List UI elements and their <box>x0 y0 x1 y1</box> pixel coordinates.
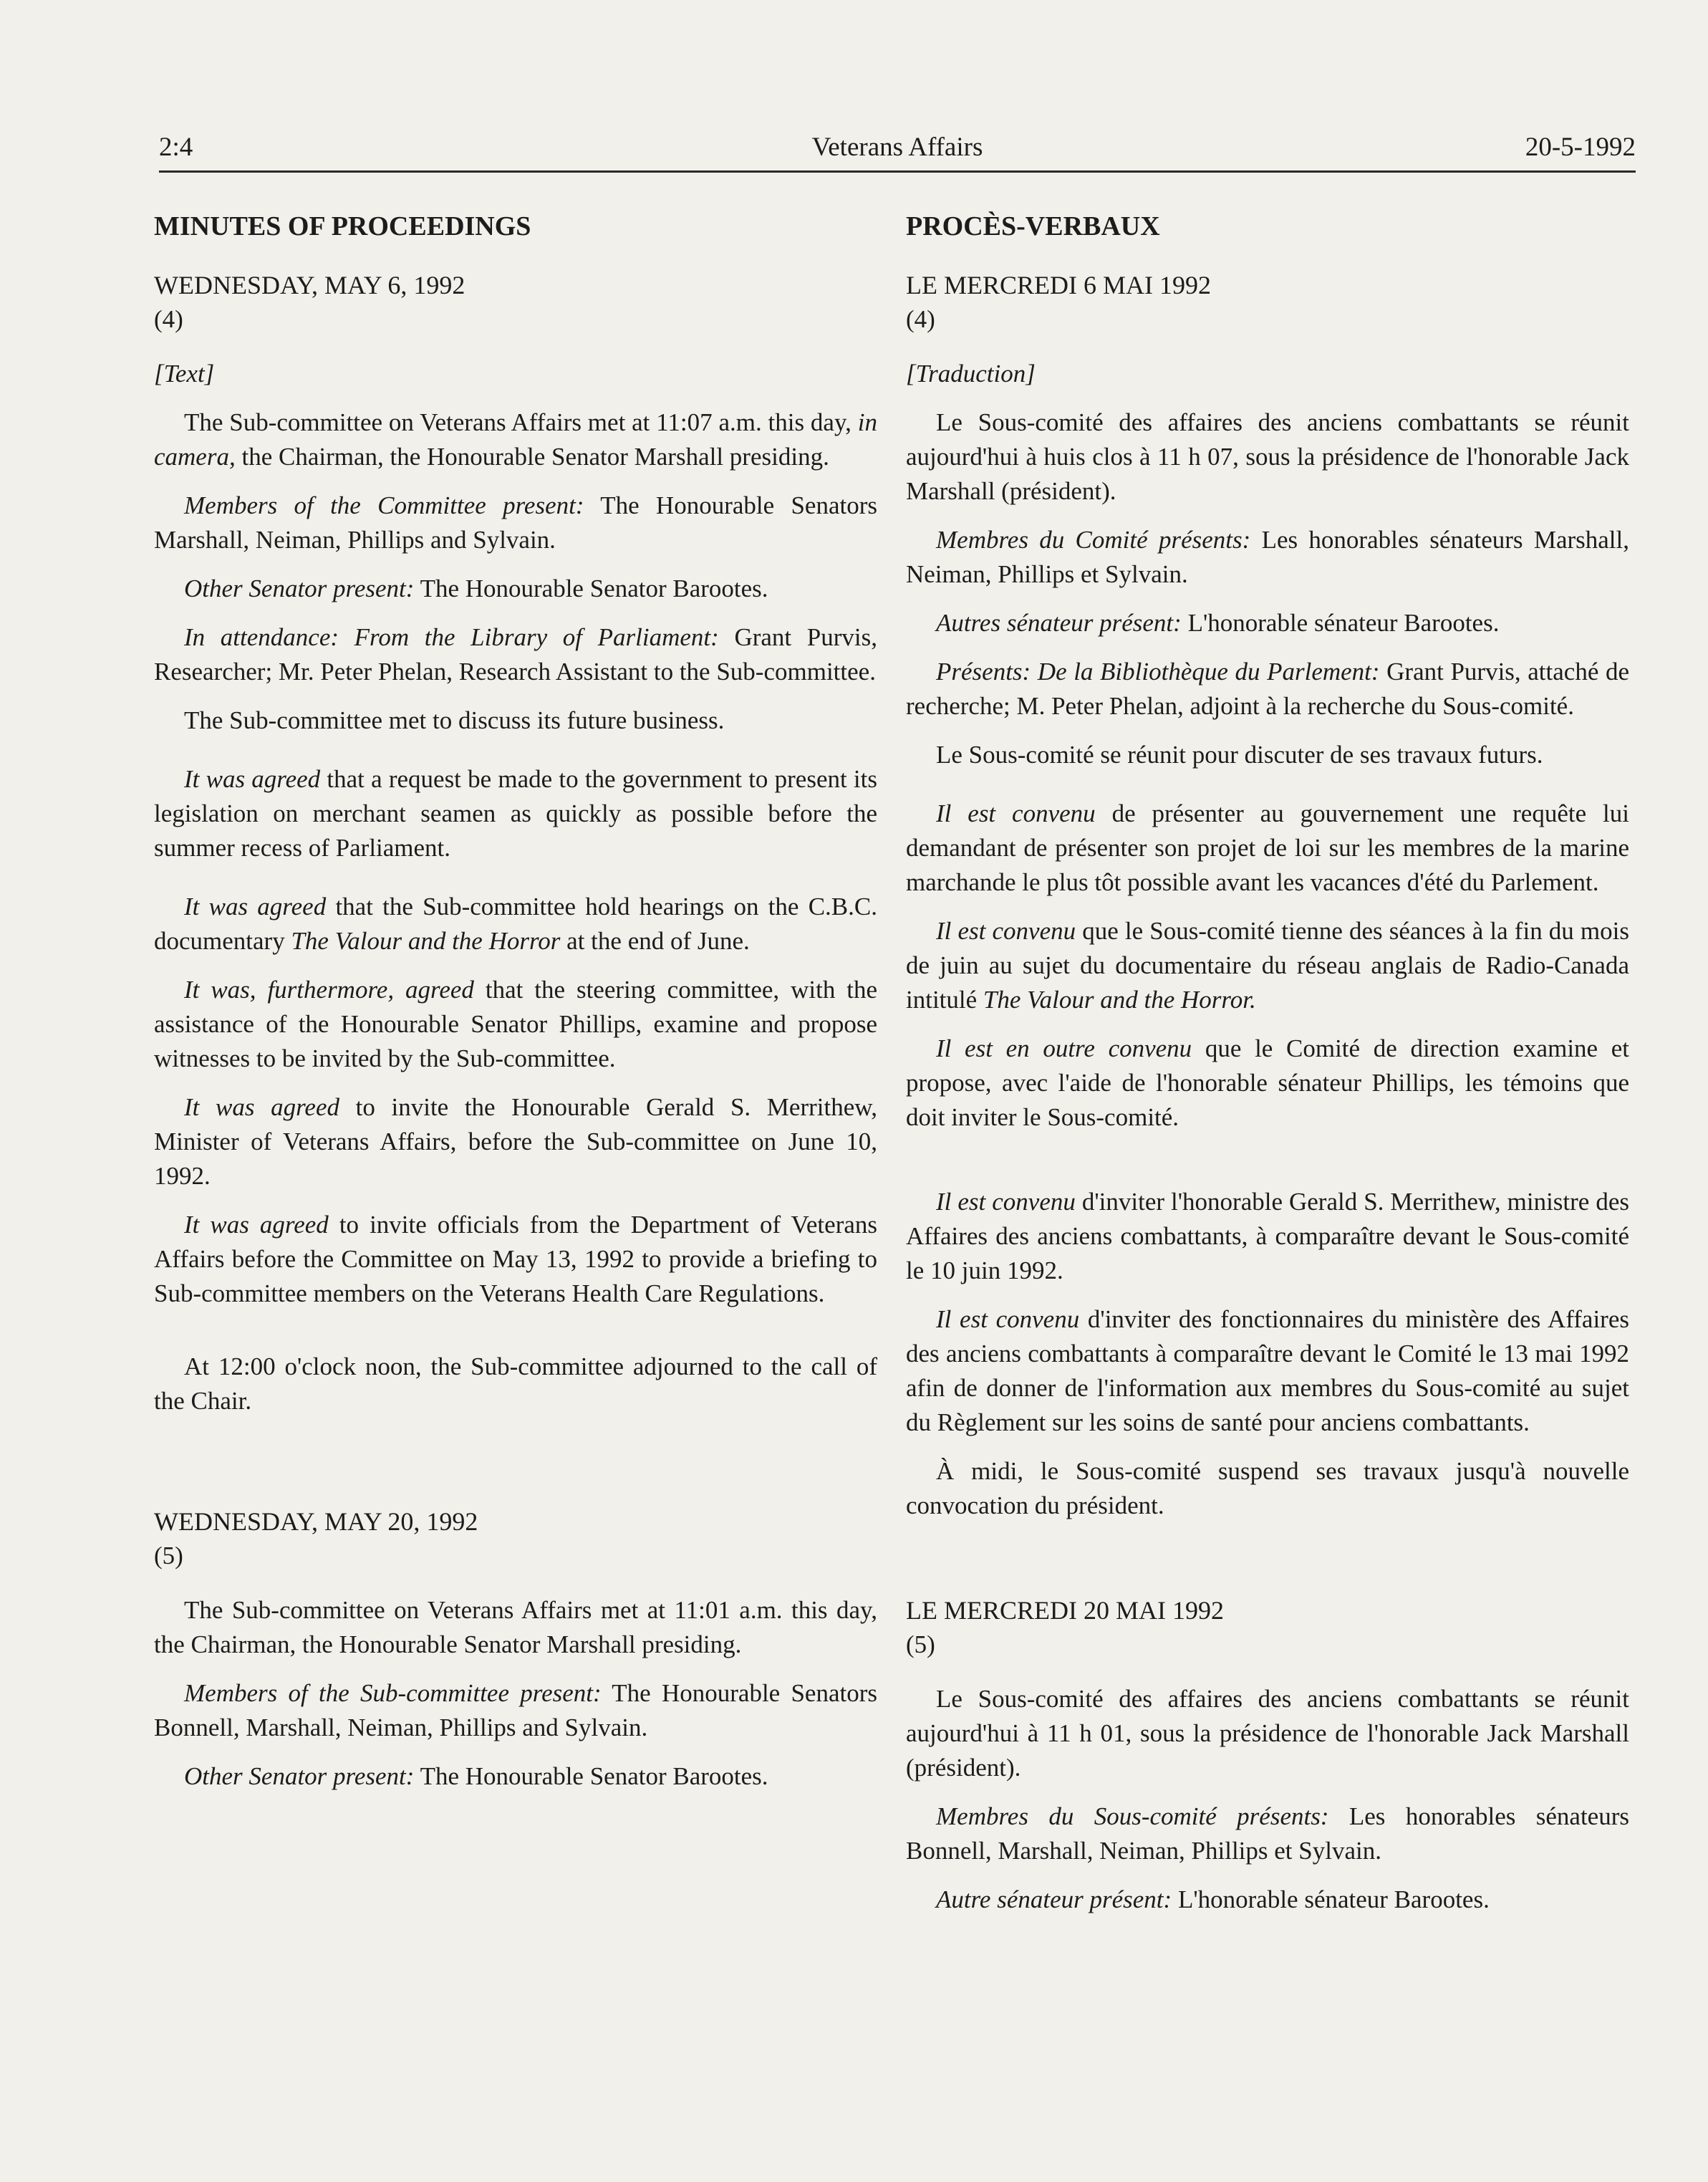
para-italic: It was agreed <box>184 765 321 793</box>
para-italic: Members of the Sub-committee present: <box>184 1679 602 1707</box>
para-italic: Members of the Committee present: <box>184 491 584 519</box>
para-text: that the steering committee, with the assistance of the Honourable Senator Phillips, examine and propose witnesses to be invited by the Sub-committee. <box>154 976 878 1072</box>
para-italic: Il est convenu <box>936 1305 1080 1333</box>
para-text: Grant Purvis, attaché de recherche; M. Peter Phelan, adjoint à la recherche du Sous-comité. <box>906 658 1629 720</box>
english-heading: MINUTES OF PROCEEDINGS <box>154 211 531 241</box>
para-italic: Autre sénateur présent: <box>936 1885 1172 1913</box>
para-text: de présenter au gouvernement une requête lui demandant de présenter son projet de loi sur les membres de la marine marchande le plus tôt possible avant les vacances d'été du Parlement. <box>906 799 1629 896</box>
french-para-agreed-3 <box>906 1032 1629 1135</box>
para-text: the Chairman, the Honourable Senator Marshall presiding. <box>241 443 829 471</box>
para-text: Les honorables sénateurs Marshall, Neiman, Phillips et Sylvain. <box>906 526 1630 588</box>
french-para-agreed-1 <box>906 797 1629 900</box>
english-para-agreed-1 <box>154 762 877 865</box>
para-text: que le Comité de direction examine et propose, avec l'aide de l'honorable sénateur Phillips, les témoins que doit inviter le Sous-comité. <box>906 1034 1630 1131</box>
para-text: The Honourable Senators Bonnell, Marshall, Neiman, Phillips and Sylvain. <box>154 1679 877 1741</box>
english-para-adjourned: At 12:00 o'clock noon, the Sub-committee adjourned to the call of the Chair. <box>154 1352 877 1415</box>
french-para-meeting: Le Sous-comité des affaires des anciens combattants se réunit aujourd'hui à huis clos à 11 h 07, sous la présidence de l'honorable Jack Marshall (président). <box>906 408 1629 505</box>
french-session2-date: LE MERCREDI 20 MAI 1992 <box>906 1596 1224 1625</box>
para-text: d'inviter des fonctionnaires du ministère des Affaires des anciens combattants à comparaître devant le Comité le 13 mai 1992 afin de donner de l'information aux membres du Sous-comité au sujet du Règlement sur les soins de santé pour anciens combattants. <box>906 1305 1629 1436</box>
french-session2-number: (5) <box>906 1630 935 1658</box>
english-para-agreed-2 <box>154 890 877 958</box>
para-text: L'honorable sénateur Barootes. <box>1177 1885 1490 1913</box>
french-column <box>906 209 1629 1931</box>
para-italic: Il est convenu <box>936 799 1096 827</box>
para-italic: It was agreed <box>184 1211 329 1239</box>
text-tag-label: [Text] <box>154 360 215 388</box>
english-para-agreed-5 <box>154 1208 877 1311</box>
para-text: The Honourable Senator Barootes. <box>420 1762 768 1790</box>
para-italic: Présents: De la Bibliothèque du Parlement: <box>936 658 1380 686</box>
para-italic: in camera, <box>154 408 877 471</box>
french-para-agreed-2 <box>906 914 1629 1017</box>
para-italic: Il est convenu <box>936 1188 1076 1216</box>
para-text: L'honorable sénateur Barootes. <box>1187 609 1500 637</box>
para-text: that a request be made to the government to present its legislation on merchant seamen as quickly as possible before the summer recess of Parliament. <box>154 765 877 862</box>
french-para-purpose: Le Sous-comité se réunit pour discuter de ses travaux futurs. <box>936 741 1543 769</box>
french-para-other-senator-2 <box>906 1883 1629 1917</box>
french-para-meeting-2: Le Sous-comité des affaires des anciens combattants se réunit aujourd'hui à 11 h 01, sous la présidence de l'honorable Jack Marshall (président). <box>906 1685 1629 1782</box>
para-text: to invite officials from the Department of Veterans Affairs before the Committee on May 13, 1992 to provide a briefing to Sub-committee members on the Veterans Health Care Regulations. <box>154 1211 877 1307</box>
para-italic: Autres sénateur présent: <box>936 609 1182 637</box>
french-para-members-2 <box>906 1799 1629 1868</box>
para-italic: In attendance: From the Library of Parliament: <box>184 623 719 651</box>
english-text-tag <box>154 357 877 391</box>
para-text: that the Sub-committee hold hearings on the C.B.C. documentary <box>154 893 877 955</box>
english-para-other-senator-2 <box>154 1759 877 1794</box>
french-session1-date: LE MERCREDI 6 MAI 1992 <box>906 271 1211 299</box>
english-para-members <box>154 489 877 557</box>
english-para-meeting-2: The Sub-committee on Veterans Affairs met at 11:01 a.m. this day, the Chairman, the Honourable Senator Marshall presiding. <box>154 1596 877 1658</box>
english-para-attendance <box>154 620 877 689</box>
english-para-agreed-3 <box>154 973 877 1076</box>
para-italic: Other Senator present: <box>184 1762 415 1790</box>
page-number: 2:4 <box>159 133 193 162</box>
para-italic: Membres du Comité présents: <box>936 526 1251 554</box>
documentary-title: The Valour and the Horror <box>291 927 561 955</box>
documentary-title: The Valour and the Horror. <box>983 986 1256 1014</box>
english-session1-number: (4) <box>154 305 183 333</box>
english-para-other-senator <box>154 572 877 606</box>
french-para-members <box>906 523 1629 592</box>
para-text: Les honorables sénateurs Bonnell, Marshall, Neiman, Phillips et Sylvain. <box>906 1802 1629 1865</box>
french-para-other-senator <box>906 606 1629 640</box>
para-italic: Membres du Sous-comité présents: <box>936 1802 1329 1830</box>
header-date: 20-5-1992 <box>1525 133 1636 162</box>
para-italic: It was, furthermore, agreed <box>184 976 474 1004</box>
para-text: to invite the Honourable Gerald S. Merrithew, Minister of Veterans Affairs, before the Sub-committee on June 10, 1992. <box>154 1093 877 1190</box>
french-para-agreed-4 <box>906 1185 1629 1288</box>
english-session2-date: WEDNESDAY, MAY 20, 1992 <box>154 1507 478 1536</box>
french-translation-tag <box>906 357 1629 391</box>
para-italic: It was agreed <box>184 1093 339 1121</box>
para-text: d'inviter l'honorable Gerald S. Merrithew, ministre des Affaires des anciens combattants, à comparaître devant le Sous-comité le 10 juin 1992. <box>906 1188 1629 1284</box>
french-para-agreed-5 <box>906 1302 1629 1440</box>
para-italic: Other Senator present: <box>184 575 415 602</box>
french-para-adjourned: À midi, le Sous-comité suspend ses travaux jusqu'à nouvelle convocation du président. <box>906 1457 1629 1519</box>
para-text: The Honourable Senators Marshall, Neiman, Phillips and Sylvain. <box>154 491 877 554</box>
english-para-meeting <box>154 405 877 474</box>
para-text: The Sub-committee on Veterans Affairs met at 11:07 a.m. this day, <box>184 408 851 436</box>
french-session1-number: (4) <box>906 305 935 333</box>
para-text: The Honourable Senator Barootes. <box>420 575 768 602</box>
english-para-agreed-4 <box>154 1090 877 1193</box>
english-para-members-2 <box>154 1676 877 1745</box>
english-para-purpose: The Sub-committee met to discuss its future business. <box>184 706 725 734</box>
running-title: Veterans Affairs <box>811 133 983 162</box>
para-text: at the end of June. <box>566 927 750 955</box>
french-heading: PROCÈS-VERBAUX <box>906 211 1160 241</box>
english-session2-number: (5) <box>154 1542 183 1570</box>
english-column <box>154 209 877 1808</box>
para-text: que le Sous-comité tienne des séances à la fin du mois de juin au sujet du documentaire du réseau anglais de Radio-Canada intitulé <box>906 917 1629 1014</box>
page-header <box>159 132 1636 173</box>
para-italic: Il est convenu <box>936 917 1076 945</box>
para-text: Grant Purvis, Researcher; Mr. Peter Phelan, Research Assistant to the Sub-committee. <box>154 623 878 686</box>
para-italic: Il est en outre convenu <box>936 1034 1192 1062</box>
english-session1-date: WEDNESDAY, MAY 6, 1992 <box>154 271 465 299</box>
translation-tag-label: [Traduction] <box>906 360 1036 388</box>
para-italic: It was agreed <box>184 893 327 921</box>
french-para-attendance <box>906 655 1629 724</box>
